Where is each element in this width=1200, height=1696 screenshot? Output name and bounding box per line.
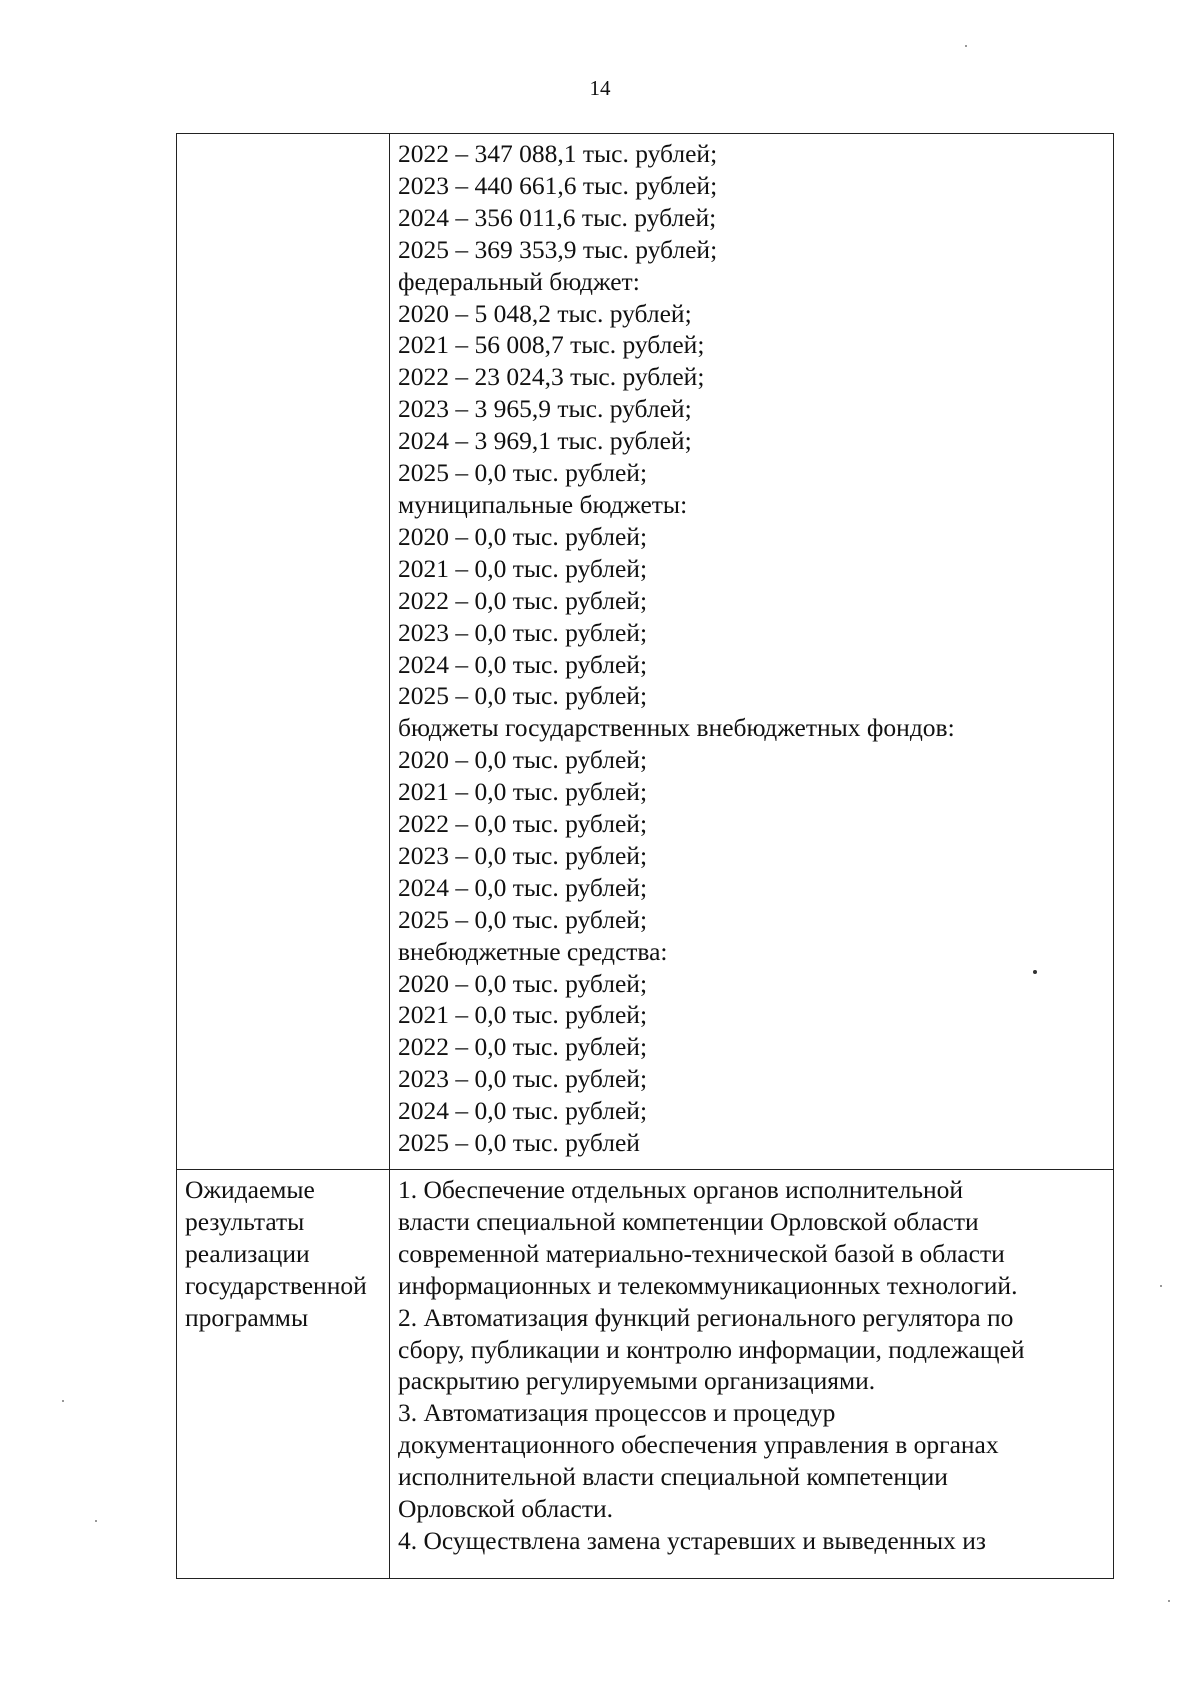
passport-table xyxy=(176,133,1114,1579)
results-line: сбору, публикации и контролю информации, подлежащей xyxy=(398,1334,1025,1364)
funding-line: 2024 – 3 969,1 тыс. рублей; xyxy=(398,426,692,456)
row-label-line: программы xyxy=(185,1302,309,1332)
funding-line: 2023 – 0,0 тыс. рублей; xyxy=(398,840,648,870)
results-line: информационных и телекоммуникационных технологий. xyxy=(398,1270,1018,1300)
results-line: 2. Автоматизация функций регионального регулятора по xyxy=(398,1302,1014,1332)
funding-section-heading: внебюджетные средства: xyxy=(398,936,668,966)
funding-line: 2024 – 0,0 тыс. рублей; xyxy=(398,1096,648,1126)
funding-line: 2020 – 0,0 тыс. рублей; xyxy=(398,521,648,551)
funding-cell xyxy=(390,134,1114,1170)
row-label-line: Ожидаемые xyxy=(185,1175,315,1204)
funding-line: 2020 – 0,0 тыс. рублей; xyxy=(398,968,648,998)
results-line: документационного обеспечения управления в органах xyxy=(398,1430,999,1460)
scan-speck xyxy=(965,45,967,47)
results-cell xyxy=(390,1170,1114,1579)
funding-line: 2021 – 56 008,7 тыс. рублей; xyxy=(398,330,705,360)
row-label-cell xyxy=(177,1170,390,1579)
results-line: раскрытию регулируемыми организациями. xyxy=(398,1366,876,1396)
results-line: 1. Обеспечение отдельных органов исполнительной xyxy=(398,1175,964,1204)
funding-line: 2022 – 0,0 тыс. рублей; xyxy=(398,1032,648,1062)
scan-speck xyxy=(95,1520,97,1522)
row-label-cell xyxy=(177,134,390,1170)
funding-line: 2025 – 0,0 тыс. рублей; xyxy=(398,904,648,934)
results-line: власти специальной компетенции Орловской области xyxy=(398,1206,979,1236)
funding-section-heading: федеральный бюджет: xyxy=(398,266,640,296)
funding-line: 2025 – 369 353,9 тыс. рублей; xyxy=(398,234,718,264)
funding-line: 2025 – 0,0 тыс. рублей xyxy=(398,1128,640,1158)
funding-line: 2022 – 0,0 тыс. рублей; xyxy=(398,809,648,839)
funding-line: 2023 – 0,0 тыс. рублей; xyxy=(398,1064,648,1094)
results-line: Орловской области. xyxy=(398,1494,613,1524)
scan-speck xyxy=(1033,970,1037,974)
funding-section-heading: бюджеты государственных внебюджетных фондов: xyxy=(398,713,955,743)
funding-line: 2024 – 356 011,6 тыс. рублей; xyxy=(398,202,717,232)
funding-line: 2022 – 0,0 тыс. рублей; xyxy=(398,585,648,615)
row-label-line: результаты xyxy=(185,1206,305,1236)
funding-line: 2023 – 440 661,6 тыс. рублей; xyxy=(398,170,718,200)
scan-speck xyxy=(1160,1285,1162,1287)
funding-line: 2021 – 0,0 тыс. рублей; xyxy=(398,553,648,583)
funding-line: 2025 – 0,0 тыс. рублей; xyxy=(398,458,648,488)
funding-line: 2021 – 0,0 тыс. рублей; xyxy=(398,1000,648,1030)
page-number: 14 xyxy=(589,76,611,100)
funding-line: 2023 – 0,0 тыс. рублей; xyxy=(398,617,648,647)
row-label-line: государственной xyxy=(185,1270,367,1300)
table-row-funding xyxy=(177,134,1114,1170)
funding-section-heading: муниципальные бюджеты: xyxy=(398,489,688,519)
funding-line: 2024 – 0,0 тыс. рублей; xyxy=(398,649,648,679)
results-line: 3. Автоматизация процессов и процедур xyxy=(398,1398,836,1428)
results-line: исполнительной власти специальной компетенции xyxy=(398,1462,948,1492)
funding-line: 2023 – 3 965,9 тыс. рублей; xyxy=(398,394,692,424)
table-row-expected-results xyxy=(177,1170,1114,1579)
funding-line: 2020 – 5 048,2 тыс. рублей; xyxy=(398,298,692,328)
scan-speck xyxy=(1168,1600,1170,1602)
funding-line: 2022 – 347 088,1 тыс. рублей; xyxy=(398,139,718,168)
funding-line: 2024 – 0,0 тыс. рублей; xyxy=(398,872,648,902)
row-label-line: реализации xyxy=(185,1238,310,1268)
scan-speck xyxy=(62,1400,64,1402)
funding-line: 2020 – 0,0 тыс. рублей; xyxy=(398,745,648,775)
funding-line: 2025 – 0,0 тыс. рублей; xyxy=(398,681,648,711)
results-line: 4. Осуществлена замена устаревших и выведенных из xyxy=(398,1525,986,1555)
results-line: современной материально-технической базой в области xyxy=(398,1238,1005,1268)
funding-line: 2022 – 23 024,3 тыс. рублей; xyxy=(398,362,705,392)
funding-line: 2021 – 0,0 тыс. рублей; xyxy=(398,777,648,807)
